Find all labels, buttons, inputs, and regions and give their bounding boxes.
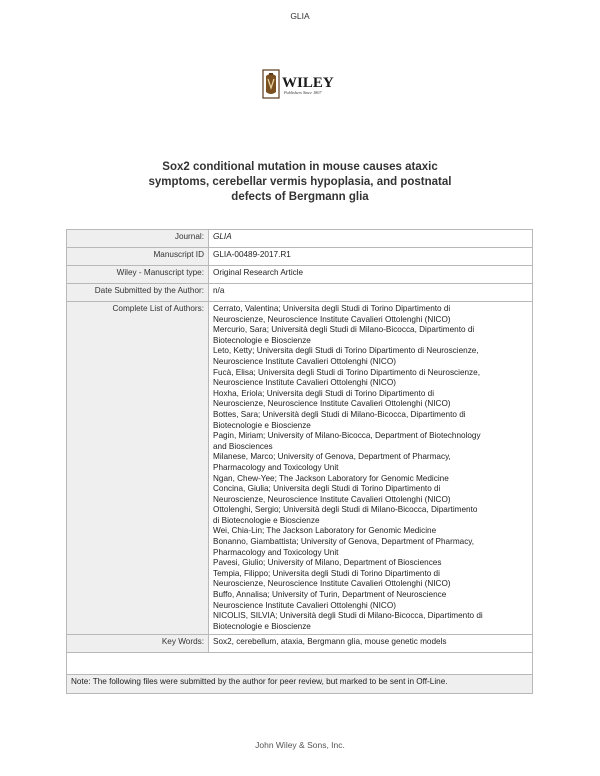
author-line: Concina, Giulia; Universita degli Studi di Torino Dipartimento di [213,484,441,494]
author-line: Neuroscience Institute Cavalieri Ottolenghi (NICO) [213,378,396,388]
author-line: Tempia, Filippo; Universita degli Studi di Torino Dipartimento di [213,568,440,578]
date-submitted-row [67,284,533,302]
keywords-value: Sox2, cerebellum, ataxia, Bergmann glia, mouse genetic models [209,635,533,653]
journal-row [67,230,533,248]
author-line: Fucà, Elisa; Universita degli Studi di Torino Dipartimento di Neuroscienze, [213,367,480,377]
author-line: Pavesi, Giulio; University of Milano, Department of Biosciences [213,558,442,568]
manuscript-type-label: Wiley - Manuscript type: [67,266,209,284]
author-line: Bottes, Sara; Università degli Studi di Milano-Bicocca, Dipartimento di [213,409,466,419]
paper-title [90,160,510,205]
journal-value: GLIA [209,230,533,248]
authors-label: Complete List of Authors: [67,302,209,635]
running-header: GLIA [290,11,310,21]
author-line: Neuroscienze, Neuroscience Institute Cavalieri Ottolenghi (NICO) [213,579,451,589]
title-line-2: symptoms, cerebellar vermis hypoplasia, and postnatal [148,176,452,188]
manuscript-id-label: Manuscript ID [67,248,209,266]
publisher-footer: John Wiley & Sons, Inc. [255,740,345,750]
author-line: Ottolenghi, Sergio; Università degli Studi di Milano-Bicocca, Dipartimento [213,505,478,515]
manuscript-id-value: GLIA-00489-2017.R1 [209,248,533,266]
author-line: Ngan, Chew-Yee; The Jackson Laboratory for Genomic Medicine [213,473,449,483]
author-line: Biotecnologie e Bioscienze [213,420,311,430]
wiley-logo-icon [262,68,338,100]
blank-cell [67,653,533,675]
date-submitted-value: n/a [209,284,533,302]
author-line: NICOLIS, SILVIA; Università degli Studi di Milano-Bicocca, Dipartimento di [213,611,483,621]
logo-tagline-text: Publishers Since 1807 [284,90,322,95]
author-line: Neuroscienze, Neuroscience Institute Cavalieri Ottolenghi (NICO) [213,399,451,409]
author-line: Pharmacology and Toxicology Unit [213,462,339,472]
author-line: Bonanno, Giambattista; University of Genova, Department of Pharmacy, [213,537,475,547]
journal-label: Journal: [67,230,209,248]
offline-note: Note: The following files were submitted by the author for peer review, but marked to be sent in Off-Line. [67,675,533,694]
author-line: Hoxha, Eriola; Universita degli Studi di Torino Dipartimento di [213,388,435,398]
author-line: Biotecnologie e Bioscienze [213,621,311,631]
keywords-label: Key Words: [67,635,209,653]
author-line: Neuroscienze, Neuroscience Institute Cavalieri Ottolenghi (NICO) [213,494,451,504]
wiley-logo [262,68,338,100]
author-line: Leto, Ketty; Universita degli Studi di Torino Dipartimento di Neuroscienze, [213,346,479,356]
author-line: and Biosciences [213,441,273,451]
author-line: Mercurio, Sara; Università degli Studi di Milano-Bicocca, Dipartimento di [213,325,475,335]
author-line: Cerrato, Valentina; Universita degli Studi di Torino Dipartimento di [213,304,451,313]
author-line: di Biotecnologie e Bioscienze [213,515,320,525]
logo-brand-text: WILEY [282,75,334,91]
manuscript-details-table [66,229,533,694]
manuscript-id-row [67,248,533,266]
author-line: Biotecnologie e Bioscienze [213,335,311,345]
author-line: Milanese, Marco; University of Genova, Department of Pharmacy, [213,452,451,462]
manuscript-type-value: Original Research Article [209,266,533,284]
title-line-3: defects of Bergmann glia [231,191,369,203]
manuscript-type-row [67,266,533,284]
author-line: Pharmacology and Toxicology Unit [213,547,339,557]
authors-list [209,302,533,635]
author-line: Neuroscienze, Neuroscience Institute Cavalieri Ottolenghi (NICO) [213,314,451,324]
keywords-row [67,635,533,653]
author-line: Neuroscience Institute Cavalieri Ottolenghi (NICO) [213,356,396,366]
author-line: Wei, Chia-Lin; The Jackson Laboratory for Genomic Medicine [213,526,437,536]
authors-row [67,302,533,635]
author-line: Pagin, Miriam; University of Milano-Bicocca, Department of Biotechnology [213,431,481,441]
blank-row [67,653,533,675]
author-line: Neuroscience Institute Cavalieri Ottolenghi (NICO) [213,600,396,610]
date-submitted-label: Date Submitted by the Author: [67,284,209,302]
author-line: Buffo, Annalisa; University of Turin, Department of Neuroscience [213,590,447,600]
note-row [67,675,533,694]
title-line-1: Sox2 conditional mutation in mouse causes ataxic [162,161,438,173]
